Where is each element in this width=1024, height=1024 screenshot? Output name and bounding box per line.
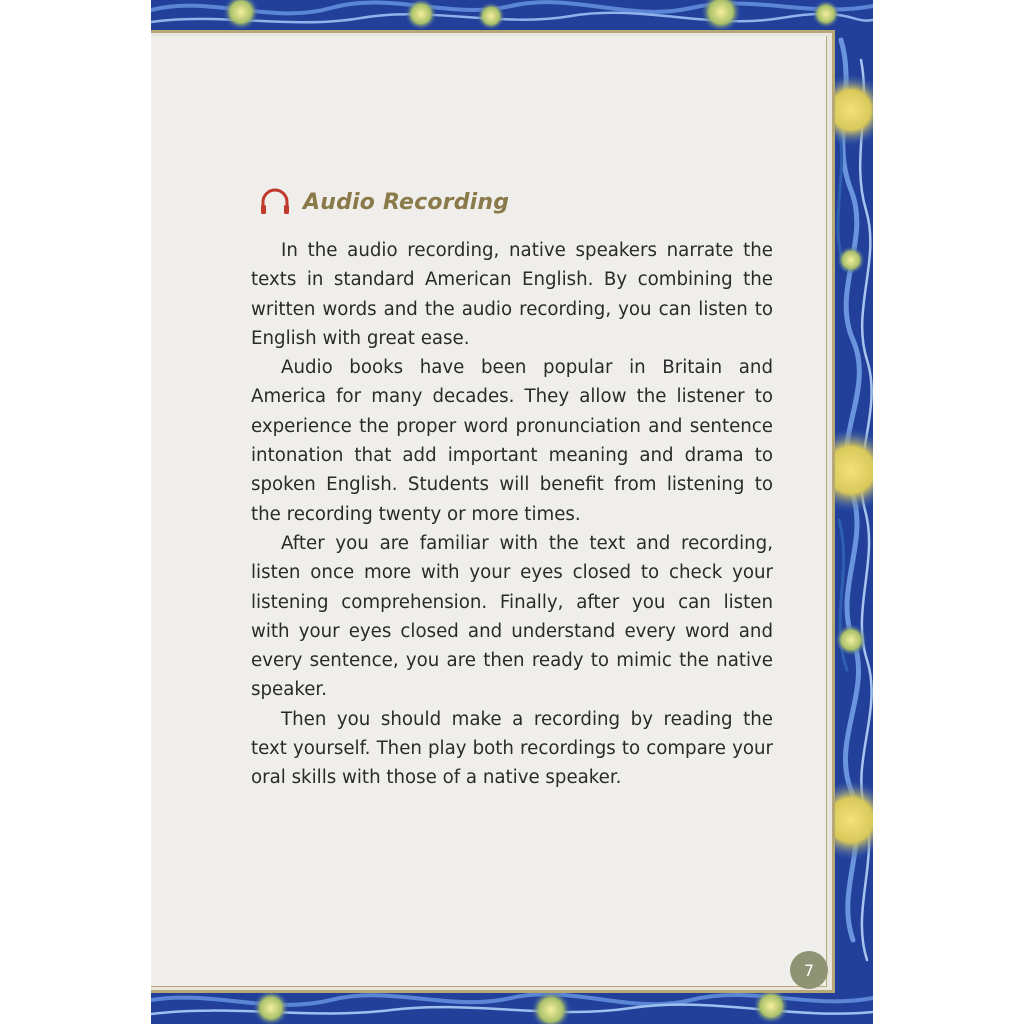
paragraph: In the audio recording, native speakers narrate the texts in standard American English. By combining the written words and the audio recording, you can listen to English with great ease.: [251, 240, 773, 349]
paragraph: After you are familiar with the text and recording, listen once more with your eyes closed to check your listening comprehension. Finally, after you can listen with your eyes closed and understand every word and every sentence, you are then ready to mimic the native speaker.: [251, 532, 773, 701]
section-title: Audio Recording: [303, 189, 510, 215]
paragraph: Audio books have been popular in Britain and America for many decades. They allow the listener to experience the proper word pronunciation and sentence intonation that add important meaning and drama to spoken English. Students will benefit from listening to the recording twenty or more times.: [251, 357, 773, 525]
content-panel: [151, 36, 827, 987]
article-body: [251, 236, 773, 793]
page-number: 7: [790, 951, 828, 989]
headphones-icon: [259, 186, 291, 218]
paragraph: Then you should make a recording by reading the text yourself. Then play both recordings to compare your oral skills with those of a native speaker.: [251, 708, 773, 789]
book-page: [151, 0, 873, 1024]
section-heading: [259, 186, 509, 218]
